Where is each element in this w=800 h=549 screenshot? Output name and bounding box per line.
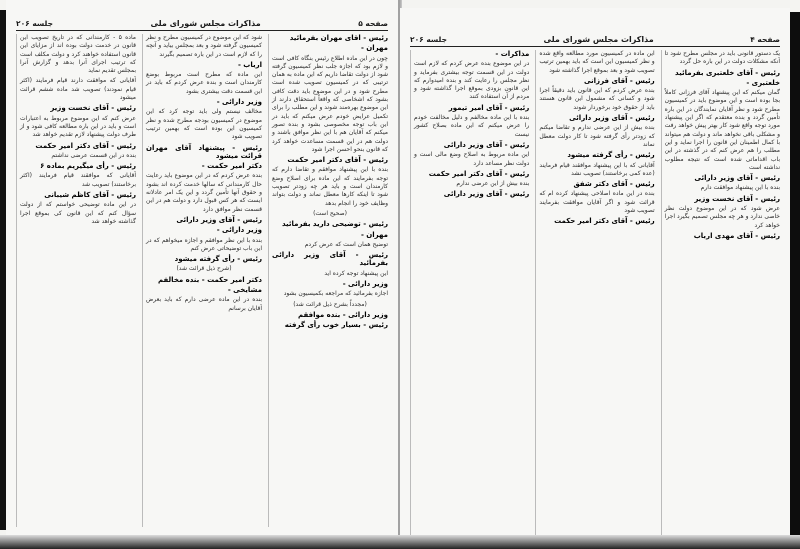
speaker-line: مذاکرات - <box>495 50 530 58</box>
paragraph: این ماده در کمیسیون مورد مطالعه واقع شده و نظر کمیسیون این است که باید بهمین ترتیب تصویب شود و بعد بموقع اجرا گذاشته شود <box>539 50 655 74</box>
speaker-line: خلعتبری - <box>746 78 780 87</box>
speaker-line: رئیس - رأی گرفته میشود <box>567 151 655 160</box>
paragraph: بنده در این ماده اصلاحی پیشنهاد کرده ام که قرائت شود و اگر آقایان موافقت بفرمایند تصویب شود <box>539 190 655 215</box>
speaker-line: رئیس - آقای وزیر دارائی <box>443 190 530 199</box>
paragraph: بنده با این پیشنهاد موافقم و تقاضا دارم که توجه بفرمایند که این ماده برای اصلاح وضع کارمندان است و باید هر چه زودتر تصویب شود تا اینکه کارها معطل نماند و دولت بتواند وظایف خود را انجام بدهد <box>272 166 388 207</box>
text-column <box>16 34 136 527</box>
speaker-line: مشایخی - <box>227 286 262 295</box>
paragraph: اجازه بفرمائید که مراجعه بکمیسیون بشود <box>283 290 388 298</box>
paragraph: این ماده مربوط به اصلاح وضع مالی است و دولت نظر مساعد دارد <box>414 151 530 167</box>
speaker-line: رئیس - آقای وزیر دارائی <box>694 174 780 183</box>
stage-note: (مجدداً بشرح ذیل قرائت شد) <box>293 300 367 308</box>
paragraph: چون در این ماده اطلاع رئیس بنگاه کافی است و لازم بود که اجازه جلب نظر کمیسیون گرفته شود از دولت تقاضا داریم که این ماده به همان ترتیبی که در کمیسیون تصویب شده است مطرح شود و در این موضوع باید دقت کافی بشود که اشخاصی که واقعاً استحقاق دارند از این موضوع بهره‌مند شوند و این مطلب را برای تکمیل عرایض خودم عرض میکنم که باید در این باب توجه مخصوصی بشود و بنده تصور میکنم که آقایان هم با این نظر موافق باشند و دولت هم در این قسمت مساعدت خواهد کرد که قانون بنحو احسن اجرا شود <box>272 54 388 153</box>
paragraph: بنده بیش از این عرضی ندارم و تقاضا میکنم که زودتر رأی گرفته شود تا کار دولت معطل نماند <box>539 124 655 148</box>
paragraph: شود که این موضوع در کمیسیون مطرح و نظر کمیسیون گرفته شود و بعد بمجلس بیاید و آنچه را که لازم است در این باره تصمیم بگیرند <box>146 34 262 58</box>
speaker-line: رئیس - آقای نخست وزیر <box>50 104 136 113</box>
speaker-line: رئیس - آقای مهدی ارباب <box>693 231 780 240</box>
left-page-columns <box>16 34 388 527</box>
text-column <box>661 50 780 535</box>
text-column <box>142 34 262 527</box>
session-number: جلسه ۲۰۶ <box>16 19 54 28</box>
speaker-line: رئیس - آقای مهران بفرمائید <box>289 34 388 42</box>
speaker-line: رئیس - آقای وزیر دارائی <box>569 114 655 123</box>
paragraph: این پیشنهاد توجه کرده اید <box>324 269 388 277</box>
paragraph: آقایانی که موافقت دارند قیام فرمایند (اکثر قیام نمودند) تصویب شد ماده ششم قرائت میشود <box>20 77 136 102</box>
paragraph: در این موضوع بنده عرض کردم که لازم است دولت در این قسمت توجه بیشتری بفرماید و نظر مجلس را رعایت کند و بنده امیدوارم که این قانون بزودی بموقع اجرا گذاشته شود و مردم از آن استفاده کنند <box>414 60 530 101</box>
speaker-line: رئیس - آقای دکتر امیر حکمت <box>287 156 388 165</box>
paragraph: عرض کنم که این موضوع مربوط به اعتبارات است و باید در این باره مطالعه کافی شود و از طرف دولت پیشنهاد لازم تقدیم خواهد شد <box>20 114 136 139</box>
paragraph: آقایانی که با این پیشنهاد موافقند قیام فرمایند (عده کمی برخاستند) تصویب نشد <box>539 161 655 177</box>
speaker-line: وزیر دارائی - <box>216 98 262 107</box>
speaker-line: رئیس - آقای وزیر دارائی <box>176 215 262 224</box>
speaker-line: رئیس - آقای وزیر دارائی <box>443 140 530 149</box>
paragraph: بنده عرض کردم که در این موضوع باید رعایت حال کارمندانی که سالها خدمت کرده اند بشود و حقوق آنها تأمین گردد و این یک امر عادلانه ایست که هر کس قبول دارد و دولت هم در این قسمت نظر موافق دارد <box>146 172 262 213</box>
paragraph: مخالف نیستم ولی باید توجه کرد که این موضوع در کمیسیون بودجه مطرح شده و نظر کمیسیون این بوده است که بهمین ترتیب تصویب شود <box>146 108 262 141</box>
speaker-line: رئیس - آقای کاظم شیبانی <box>44 191 136 200</box>
paragraph: این ماده که مطرح است مربوط بوضع کارمندان است و بنده عرض کردم که باید در این قسمت دقت بیشتری بشود <box>146 71 262 95</box>
speaker-line: مهران - <box>360 44 388 53</box>
speaker-line: ارباب - <box>237 60 262 69</box>
text-column <box>535 50 654 535</box>
text-column <box>410 50 529 535</box>
speaker-line: رئیس - آقای دکتر شفق <box>573 180 655 189</box>
speaker-line: دکتر امیر حکمت - بنده مخالفم <box>158 275 262 284</box>
paragraph: بنده در این ماده عرضی دارم که باید بعرض آقایان برسانم <box>146 296 262 312</box>
publication-title: مذاکرات مجلس شورای ملی <box>150 19 261 28</box>
paragraph: عرض شود که در این موضوع دولت نظر خاصی ندارد و هر چه مجلس تصمیم بگیرد اجرا خواهد کرد <box>664 205 780 229</box>
text-column <box>268 34 388 527</box>
paragraph: بنده با این نظر موافقم و اجازه میخواهم که در این باب توضیحاتی عرض کنم <box>146 236 262 252</box>
speaker-line: رئیس - رأی میگیریم بماده ۶ <box>40 162 136 171</box>
paragraph: بنده عرض کردم که این قانون باید دقیقاً اجرا شود و کسانی که مشمول این قانون هستند باید از حقوق خود برخوردار شوند <box>539 87 655 111</box>
paragraph: بنده در این قسمت عرضی نداشتم <box>51 151 136 159</box>
paragraph: آقایانی که موافقند قیام فرمایند (اکثر برخاستند) تصویب شد <box>20 172 136 188</box>
speaker-line: رئیس - آقای فرزانی <box>583 76 655 85</box>
speaker-line: وزیر دارائی - <box>342 280 388 289</box>
session-number: جلسه ۲۰۶ <box>410 35 448 44</box>
page-number: صفحه ۴ <box>750 35 780 44</box>
page-number: صفحه ۵ <box>358 19 388 28</box>
speaker-line: مهران - <box>360 230 388 239</box>
right-page <box>400 8 790 543</box>
speaker-line: رئیس - آقای دکتر امیر حکمت <box>35 141 136 150</box>
paragraph: ماده ۵ - کارمندانی که در تاریخ تصویب این قانون در خدمت دولت بوده اند از مزایای این قانون استفاده خواهند کرد و دولت مکلف است که ترتیب اجرای آنرا بدهد و گزارش آنرا بمجلس تقدیم نماید <box>20 34 136 75</box>
scan-edge-bottom <box>0 535 800 549</box>
left-page-header <box>16 12 388 31</box>
speaker-line: رئیس - توضیحی دارید بفرمائید <box>281 220 388 229</box>
stage-note: (شرح ذیل قرائت شد) <box>176 265 232 273</box>
speaker-line: رئیس - پیشنهاد آقای مهران قرائت میشود <box>146 143 262 160</box>
speaker-line: دکتر امیر حکمت - <box>201 162 262 171</box>
speaker-line: رئیس - آقای وزیر دارائی بفرمائید <box>272 251 388 268</box>
speaker-line: رئیس - آقای دکتر امیر حکمت <box>554 217 655 226</box>
speaker-line: رئیس - آقای نخست وزیر <box>694 194 780 203</box>
paragraph: توضیح همان است که عرض کردم <box>304 240 388 248</box>
speaker-line: رئیس - رأی گرفته میشود <box>174 255 262 264</box>
scan-edge-left <box>0 10 6 530</box>
paragraph: یک دستور قانونی باید در مجلس مطرح شود تا آنکه مشکلات دولت در این باره حل گردد <box>664 50 780 66</box>
stage-note: (صحیح است) <box>313 209 347 217</box>
paragraph: بنده با این پیشنهاد موافقت دارم <box>700 184 780 192</box>
paragraph: در این ماده توضیحی خواستم که از دولت سؤال کنم که این قانون کی بموقع اجرا گذاشته خواهد شد <box>20 201 136 225</box>
speaker-line: وزیر دارائی - <box>216 226 262 235</box>
speaker-line: وزیر دارائی - بنده موافقم <box>297 310 388 319</box>
left-page <box>6 0 398 535</box>
paragraph: گمان میکنم که این پیشنهاد آقای فرزانی کاملاً بجا بوده است و این موضوع باید در کمیسیون مطرح شود و نظر آقایان نمایندگان در این باره تأمین گردد و بنده معتقدم که اگر این پیشنهاد مورد توجه واقع شود کار بهتر پیش خواهد رفت و مشکلی باقی نخواهد ماند و دولت هم میتواند با کمال اطمینان این قانون را اجرا نماید و این مطلب را هم عرض کنم که در گذشته در این باب اقداماتی شده است که نتیجه مطلوب نداشته است <box>664 89 780 171</box>
scan-edge-right <box>790 12 800 549</box>
speaker-line: رئیس - بسیار خوب رأی گرفته <box>284 321 388 330</box>
right-page-columns <box>410 50 780 535</box>
speaker-line: رئیس - آقای دکتر امیر حکمت <box>428 169 530 178</box>
paragraph: بنده با این ماده مخالفم و دلیل مخالفت خودم را عرض میکنم که این ماده بصلاح کشور نیست <box>414 114 530 138</box>
paragraph: بنده بیش از این عرضی ندارم <box>456 180 530 188</box>
speaker-line: رئیس - آقای خلعتبری بفرمائید <box>675 68 780 77</box>
publication-title: مذاکرات مجلس شورای ملی <box>543 35 654 44</box>
right-page-header <box>410 28 780 47</box>
speaker-line: رئیس - آقای امیر تیمور <box>448 103 530 112</box>
